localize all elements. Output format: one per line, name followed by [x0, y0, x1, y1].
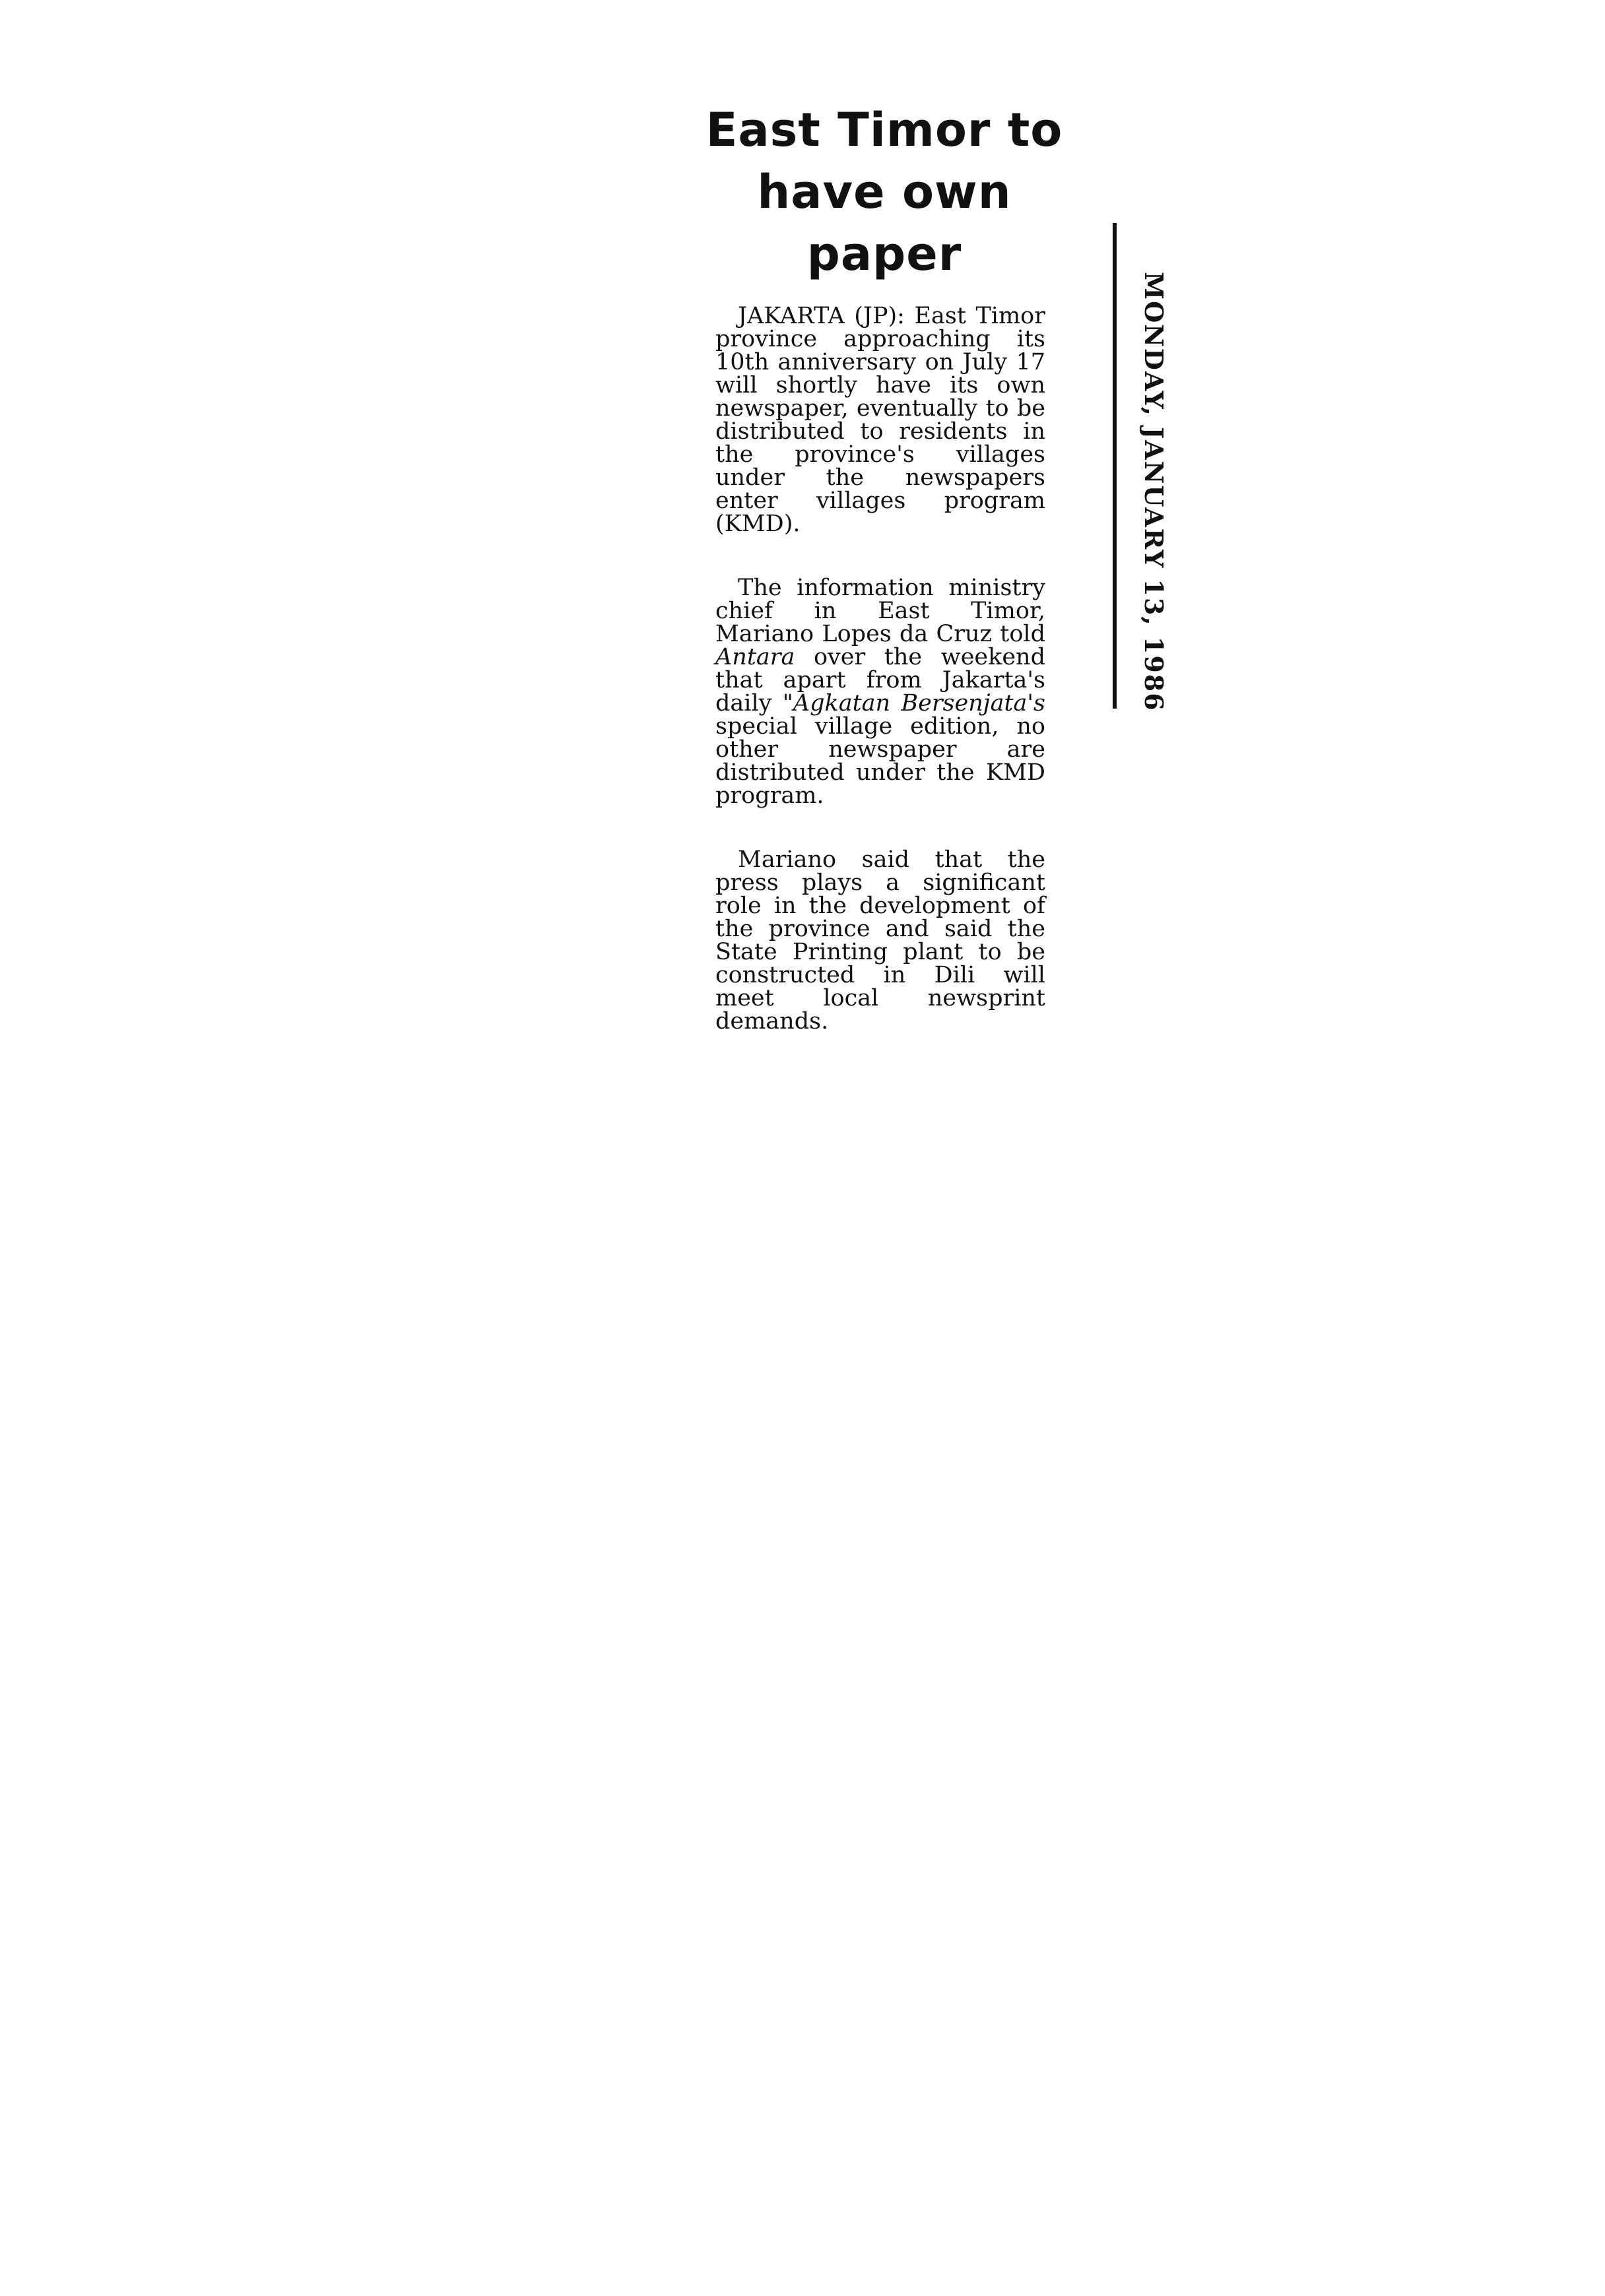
paragraph-2-text-c: special village edition, no other newspaper are distributed under the KMD program. — [715, 713, 1045, 809]
headline-line-2: have own paper — [757, 165, 1012, 281]
publication-name: Agkatan Bersenjata's — [793, 690, 1045, 717]
article-body — [715, 305, 1045, 1033]
paragraph-1: JAKARTA (JP): East Timor province approaching its 10th anniversary on July 17 will shortly have its own newspaper, eventually to be distributed to residents in the province's villages under the newspapers enter villages program (KMD). — [715, 303, 1045, 537]
vertical-divider — [1113, 223, 1117, 709]
paragraph-2 — [715, 577, 1045, 808]
source-agency-name: Antara — [715, 644, 795, 670]
dateline-text: MONDAY, JANUARY 13, 1986 — [1139, 272, 1169, 712]
headline-line-1: East Timor to — [705, 103, 1063, 157]
dateline — [1132, 272, 1172, 712]
paragraph-2-text-a: The information ministry chief in East Timor, Mariano Lopes da Cruz told — [715, 575, 1045, 647]
newspaper-clipping — [700, 99, 1069, 1074]
headline — [700, 99, 1069, 285]
paragraph-2-text-b: over the weekend that apart from Jakarta's daily " — [715, 644, 1045, 717]
paragraph-3: Mariano said that the press plays a significant role in the development of the province and said the State Printing plant to be constructed in Dili will meet local newsprint demands. — [715, 846, 1045, 1035]
